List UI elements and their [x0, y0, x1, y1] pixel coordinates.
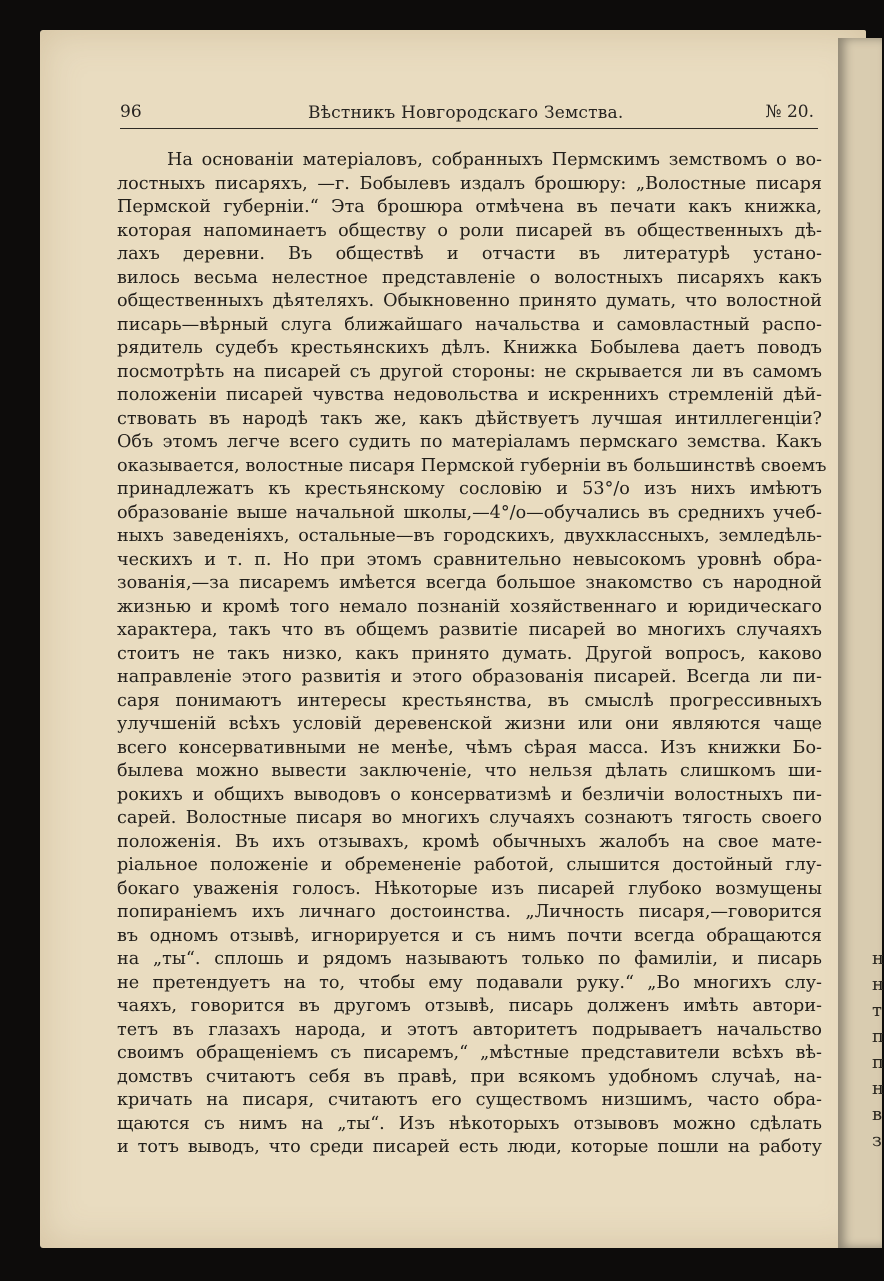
text-line: писарь—вѣрный слуга ближайшаго начальства и самовластный распо- — [117, 314, 822, 335]
text-line: жизнью и кромѣ того немало познаній хозяйственнаго и юридическаго — [117, 596, 822, 617]
text-line: тетъ въ глазахъ народа, и этотъ авторитетъ подрываетъ начальство — [117, 1019, 822, 1040]
text-line: кричать на писаря, считаютъ его существомъ низшимъ, часто обра- — [117, 1090, 822, 1110]
text-line: ныхъ заведеніяхъ, остальные—въ городскихъ, двухклассныхъ, земледѣль- — [117, 526, 822, 546]
text-line: положенія. Въ ихъ отзывахъ, кромѣ обычныхъ жалобъ на свое мате- — [117, 831, 822, 852]
text-line: общественныхъ дѣятеляхъ. Обыкновенно принято думать, что волостной — [117, 291, 822, 311]
adjacent-page-fragment: п — [872, 1052, 884, 1073]
page-header — [120, 102, 820, 130]
text-line: попираніемъ ихъ личнаго достоинства. „Личность писаря,—говорится — [117, 902, 822, 922]
adjacent-page-fragment: в — [872, 1104, 883, 1125]
text-line: не претендуетъ на то, чтобы ему подавали руку.“ „Во многихъ слу- — [117, 972, 822, 993]
text-line: бокаго уваженія голосъ. Нѣкоторые изъ писарей глубоко возмущены — [117, 878, 822, 899]
text-line: положеніи писарей чувства недовольства и искреннихъ стремленій дѣй- — [117, 385, 822, 405]
text-line: въ одномъ отзывѣ, игнорируется и съ нимъ почти всегда обращаются — [117, 925, 822, 946]
text-line: домствъ считаютъ себя въ правѣ, при всякомъ удобномъ случаѣ, на- — [117, 1066, 822, 1087]
text-line: улучшеній всѣхъ условій деревенской жизни или они являются чаще — [117, 714, 822, 734]
text-line: На основаніи матеріаловъ, собранныхъ Пермскимъ земствомъ о во- — [167, 150, 822, 170]
adjacent-page-fragment: п — [872, 1026, 884, 1047]
text-line: ческихъ и т. п. Но при этомъ сравнительно невысокомъ уровнѣ обра- — [117, 549, 822, 570]
text-line: Объ этомъ легче всего судить по матеріаламъ пермскаго земства. Какъ — [117, 432, 822, 452]
text-line: всего консервативными не менѣе, чѣмъ сѣрая масса. Изъ книжки Бо- — [117, 737, 822, 758]
header-rule — [120, 128, 818, 129]
text-line: ствовать въ народѣ такъ же, какъ дѣйствуетъ лучшая интиллегенціи? — [117, 408, 822, 429]
text-line: ріальное положеніе и обремененіе работой, слышится достойный глу- — [117, 855, 822, 875]
text-line: саря понимаютъ интересы крестьянства, въ смыслѣ прогрессивныхъ — [117, 690, 822, 711]
text-line: своимъ обращеніемъ съ писаремъ,“ „мѣстные представители всѣхъ вѣ- — [117, 1043, 822, 1063]
adjacent-page-fragment: н — [872, 1078, 884, 1099]
running-title: Вѣстникъ Новгородскаго Земства. — [308, 103, 624, 123]
issue-number: № 20. — [765, 102, 814, 122]
text-line: рядитель судебъ крестьянскихъ дѣлъ. Книжка Бобылева даетъ поводъ — [117, 338, 822, 358]
adjacent-page-fragment: з — [872, 1130, 882, 1151]
text-line: направленіе этого развитія и этого образованія писарей. Всегда ли пи- — [117, 667, 822, 687]
adjacent-page-fragment: н — [872, 974, 884, 995]
page-number: 96 — [120, 102, 142, 122]
text-line: лостныхъ писаряхъ, —г. Бобылевъ издалъ брошюру: „Волостные писаря — [117, 173, 822, 194]
text-line: Пермской губерніи.“ Эта брошюра отмѣчена въ печати какъ книжка, — [117, 197, 822, 217]
text-line: рокихъ и общихъ выводовъ о консерватизмѣ и безличіи волостныхъ пи- — [117, 784, 822, 805]
adjacent-page-fragment: т — [872, 1000, 882, 1021]
article-body — [117, 149, 827, 1160]
text-line: чаяхъ, говорится въ другомъ отзывѣ, писарь долженъ имѣть автори- — [117, 996, 822, 1016]
text-line: и тотъ выводъ, что среди писарей есть люди, которые пошли на работу — [117, 1137, 822, 1157]
text-line: щаются съ нимъ на „ты“. Изъ нѣкоторыхъ отзывовъ можно сдѣлать — [117, 1113, 822, 1134]
text-line: вилось весьма нелестное представленіе о волостныхъ писаряхъ какъ — [117, 267, 822, 288]
text-line: оказывается, волостные писаря Пермской губерніи въ большинствѣ своемъ — [117, 455, 827, 476]
text-line: которая напоминаетъ обществу о роли писарей въ общественныхъ дѣ- — [117, 220, 822, 241]
text-line: былева можно вывести заключеніе, что нельзя дѣлать слишкомъ ши- — [117, 761, 822, 781]
adjacent-page-edge — [838, 38, 882, 1248]
text-line: образованіе выше начальной школы,—4°/о—обучались въ среднихъ учеб- — [117, 502, 822, 523]
text-line: лахъ деревни. Въ обществѣ и отчасти въ литературѣ устано- — [117, 244, 822, 264]
text-line: стоитъ не такъ низко, какъ принято думать. Другой вопросъ, каково — [117, 643, 822, 664]
text-line: сарей. Волостные писаря во многихъ случаяхъ сознаютъ тягость своего — [117, 808, 822, 828]
text-line: зованія,—за писаремъ имѣется всегда большое знакомство съ народной — [117, 573, 822, 593]
text-line: посмотрѣть на писарей съ другой стороны: не скрывается ли въ самомъ — [117, 361, 822, 382]
text-line: на „ты“. сплошь и рядомъ называютъ только по фамиліи, и писарь — [117, 949, 822, 969]
text-line: принадлежатъ къ крестьянскому сословію и 53°/о изъ нихъ имѣютъ — [117, 479, 822, 499]
text-line: характера, такъ что въ общемъ развитіе писарей во многихъ случаяхъ — [117, 620, 822, 640]
adjacent-page-fragment: н — [872, 948, 884, 969]
